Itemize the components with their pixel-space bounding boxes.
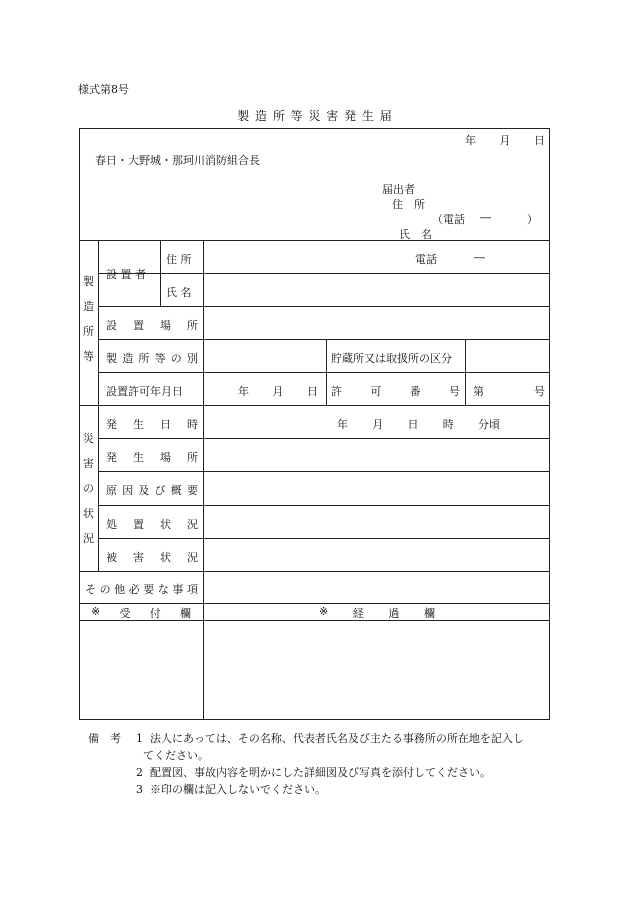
note-text: 配置図、事故内容を明かにした詳細図及び写真を添付してください。 bbox=[150, 766, 491, 779]
location-label: 設 置 場 所 bbox=[106, 319, 198, 332]
permit-date-label: 設置許可年月日 bbox=[106, 385, 183, 398]
permit-number-label: 許 可 番 号 bbox=[331, 385, 460, 398]
divider bbox=[160, 240, 161, 306]
header-date: 年 月 日 bbox=[465, 134, 545, 147]
filer-phone-label: （電話 bbox=[432, 213, 465, 226]
divider bbox=[98, 372, 550, 373]
installer-phone-dash: ― bbox=[474, 251, 485, 264]
divider bbox=[98, 240, 99, 571]
divider bbox=[79, 603, 550, 604]
occurrence-datetime-label: 発 生 日 時 bbox=[106, 418, 198, 431]
note-text-continued: てください。 bbox=[143, 749, 209, 762]
divider bbox=[203, 240, 204, 720]
installer-label: 設 置 者 bbox=[106, 268, 146, 281]
occurrence-datetime-parts: 年 月 日 時 分頃 bbox=[337, 418, 500, 431]
note-number: 2 bbox=[136, 766, 143, 779]
name-label: 氏 名 bbox=[166, 286, 192, 299]
filer-name-label: 氏 名 bbox=[399, 228, 432, 241]
permit-number-parts: 第 号 bbox=[473, 385, 545, 398]
divider bbox=[98, 438, 550, 439]
occurrence-location-label: 発 生 場 所 bbox=[106, 451, 198, 464]
reception-header: ※ 受 付 欄 bbox=[91, 605, 191, 620]
notes-label: 備 考 bbox=[88, 732, 121, 745]
permit-date-parts: 年 月 日 bbox=[238, 385, 318, 398]
divider bbox=[98, 306, 550, 307]
divider bbox=[98, 339, 550, 340]
damage-status-label: 被 害 状 況 bbox=[106, 551, 198, 564]
form-title: 製 造 所 等 災 害 発 生 届 bbox=[237, 109, 393, 123]
progress-header: ※ 経 過 欄 bbox=[319, 605, 435, 620]
section-disaster-label: 災 害 の 状 況 bbox=[83, 431, 94, 545]
divider bbox=[79, 571, 550, 572]
section-manufacturing-label: 製 造 所 等 bbox=[83, 274, 94, 363]
divider bbox=[79, 405, 550, 406]
divider bbox=[98, 505, 550, 506]
installer-phone-label: 電話 bbox=[415, 253, 437, 266]
divider bbox=[326, 339, 327, 405]
response-status-label: 処 置 状 況 bbox=[106, 518, 198, 531]
note-text: ※印の欄は記入しないでください。 bbox=[150, 783, 326, 796]
divider bbox=[98, 471, 550, 472]
addressee: 春日・大野城・那珂川消防組合長 bbox=[95, 154, 260, 167]
note-number: 1 bbox=[136, 732, 143, 745]
divider bbox=[465, 339, 466, 405]
filer-address-label: 住 所 bbox=[392, 198, 425, 211]
divider bbox=[98, 273, 550, 274]
note-number: 3 bbox=[136, 783, 143, 796]
divider bbox=[98, 538, 550, 539]
storage-category-label: 貯蔵所又は取扱所の区分 bbox=[331, 352, 452, 365]
cause-summary-label: 原 因 及 び 概 要 bbox=[106, 484, 198, 497]
filer-phone-dash: ― bbox=[480, 211, 491, 224]
address-label: 住 所 bbox=[166, 253, 192, 266]
other-required-label: そ の 他 必 要 な 事 項 bbox=[85, 583, 198, 596]
divider bbox=[79, 240, 550, 241]
note-text: 法人にあっては、その名称、代表者氏名及び主たる事務所の所在地を記入し bbox=[150, 732, 524, 745]
filer-label: 届出者 bbox=[382, 183, 415, 196]
notes bbox=[88, 730, 524, 798]
filer-phone-close: ） bbox=[527, 213, 538, 226]
facility-type-label: 製 造 所 等 の 別 bbox=[106, 352, 198, 365]
form-number: 様式第8号 bbox=[78, 83, 129, 96]
